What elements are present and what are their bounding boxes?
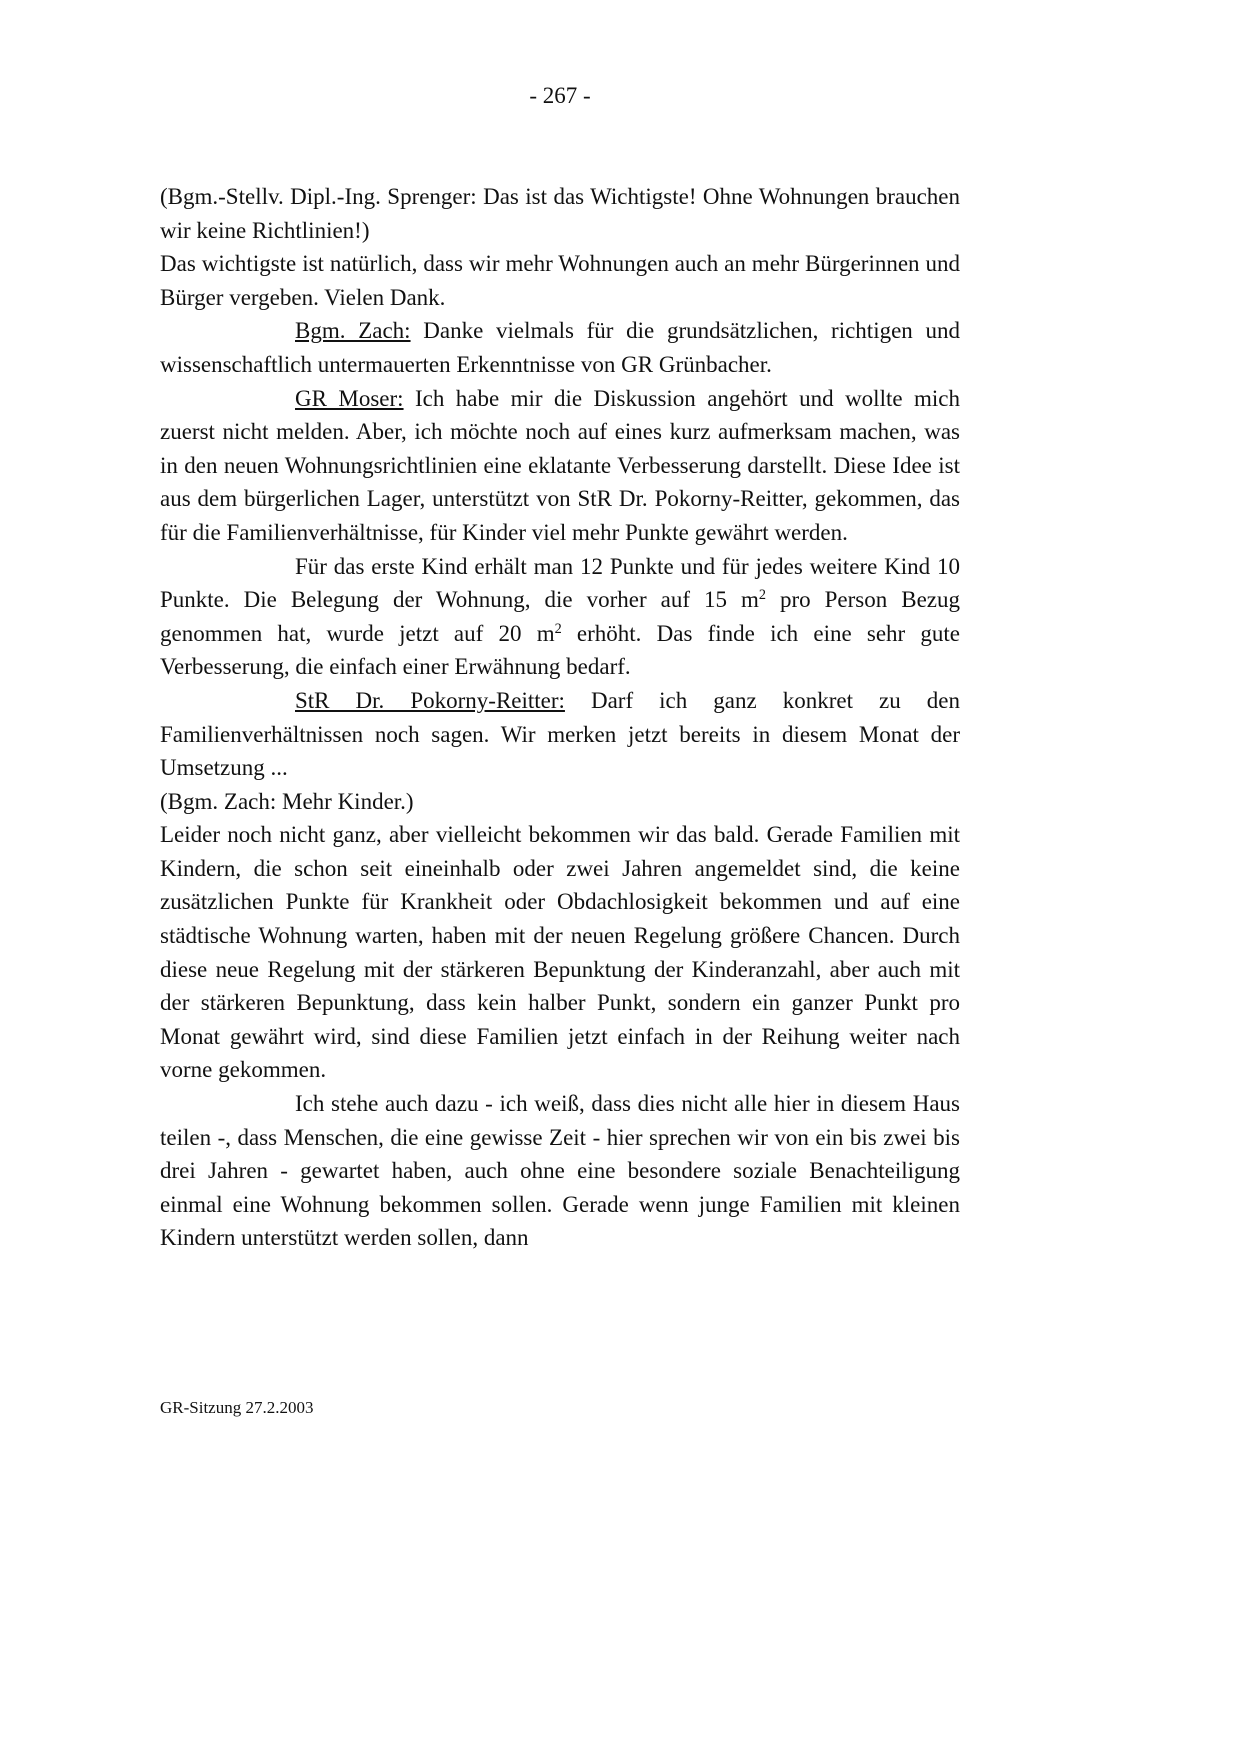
- page-footer: GR-Sitzung 27.2.2003: [160, 1398, 314, 1417]
- paragraph-text: Ich stehe auch dazu - ich weiß, dass dies nicht alle hier in diesem Haus teilen -, dass Menschen, die eine gewisse Zeit - hier sprechen wir von ein bis zwei bis drei Jahren - gewartet haben, auch ohne eine besondere soziale Benachteiligung einmal eine Wohnung bekommen sollen. Gerade wenn junge Familien mit kleinen Kindern unterstützt werden sollen, dann: [160, 1091, 960, 1251]
- paragraph-text: (Bgm.-Stellv. Dipl.-Ing. Sprenger: Das ist das Wichtigste! Ohne Wohnungen brauchen wir keine Richtlinien!): [160, 184, 960, 243]
- document-body: [160, 180, 960, 1255]
- paragraph-families-regulation: [160, 818, 960, 1087]
- paragraph-interjection-zach: [160, 785, 960, 819]
- paragraph-text: erhöht. Das finde ich eine sehr gute Verbesserung, die einfach einer Erwähnung bedarf.: [160, 620, 960, 680]
- page-number: - 267 -: [529, 83, 591, 108]
- paragraph-speech-pokorny-reitter: [160, 684, 960, 785]
- superscript-square: 2: [554, 620, 562, 637]
- speaker-name: GR Moser:: [295, 385, 404, 411]
- paragraph-text: Darf ich ganz konkret zu den Familienverhältnissen noch sagen. Wir merken jetzt bereits in diesem Monat der Umsetzung ...: [160, 687, 960, 781]
- paragraph-speech-zach: [160, 314, 960, 381]
- superscript-square: 2: [758, 587, 766, 604]
- speaker-name: Bgm. Zach:: [295, 318, 411, 344]
- paragraph-text: (Bgm. Zach: Mehr Kinder.): [160, 788, 414, 814]
- paragraph-text: Ich habe mir die Diskussion angehört und wollte mich zuerst nicht melden. Aber, ich möchte noch auf eines kurz aufmerksam machen, was in den neuen Wohnungsrichtlinien eine eklatante Verbesserung darstellt. Diese Idee ist aus dem bürgerlichen Lager, unterstützt von StR Dr. Pokorny-Reitter, gekommen, das für die Familienverhältnisse, für Kinder viel mehr Punkte gewährt werden.: [160, 385, 960, 545]
- paragraph-text: Das wichtigste ist natürlich, dass wir mehr Wohnungen auch an mehr Bürgerinnen und Bürger vergeben. Vielen Dank.: [160, 251, 960, 310]
- paragraph-interjection-sprenger: [160, 180, 960, 247]
- paragraph-text: pro Person Bezug genommen hat, wurde jetzt auf 20 m: [160, 587, 960, 646]
- paragraph-text: Für das erste Kind erhält man 12 Punkte und für jedes weitere Kind 10 Punkte. Die Belegung der Wohnung, die vorher auf 15 m: [160, 553, 960, 613]
- paragraph-text: Danke vielmals für die grundsätzlichen, richtigen und wissenschaftlich untermauerten Erkenntnisse von GR Grünbacher.: [160, 318, 961, 377]
- paragraph-speech-moser: [160, 382, 960, 550]
- paragraph-text: Leider noch nicht ganz, aber vielleicht bekommen wir das bald. Gerade Familien mit Kindern, die schon seit eineinhalb oder zwei Jahren angemeldet sind, die keine zusätzlichen Punkte für Krankheit oder Obdachlosigkeit bekommen und auf eine städtische Wohnung warten, haben mit der neuen Regelung größere Chancen. Durch diese neue Regelung mit der stärkeren Bepunktung der Kinderanzahl, aber auch mit der stärkeren Bepunktung, dass kein halber Punkt, sondern ein ganzer Punkt pro Monat gewährt wird, sind diese Familien jetzt einfach in der Reihung weiter nach vorne gekommen.: [160, 822, 960, 1083]
- paragraph-points-details: [160, 550, 960, 684]
- paragraph-closing-statement: [160, 1087, 960, 1255]
- paragraph-reply: [160, 247, 960, 314]
- speaker-name: StR Dr. Pokorny-Reitter:: [295, 687, 565, 713]
